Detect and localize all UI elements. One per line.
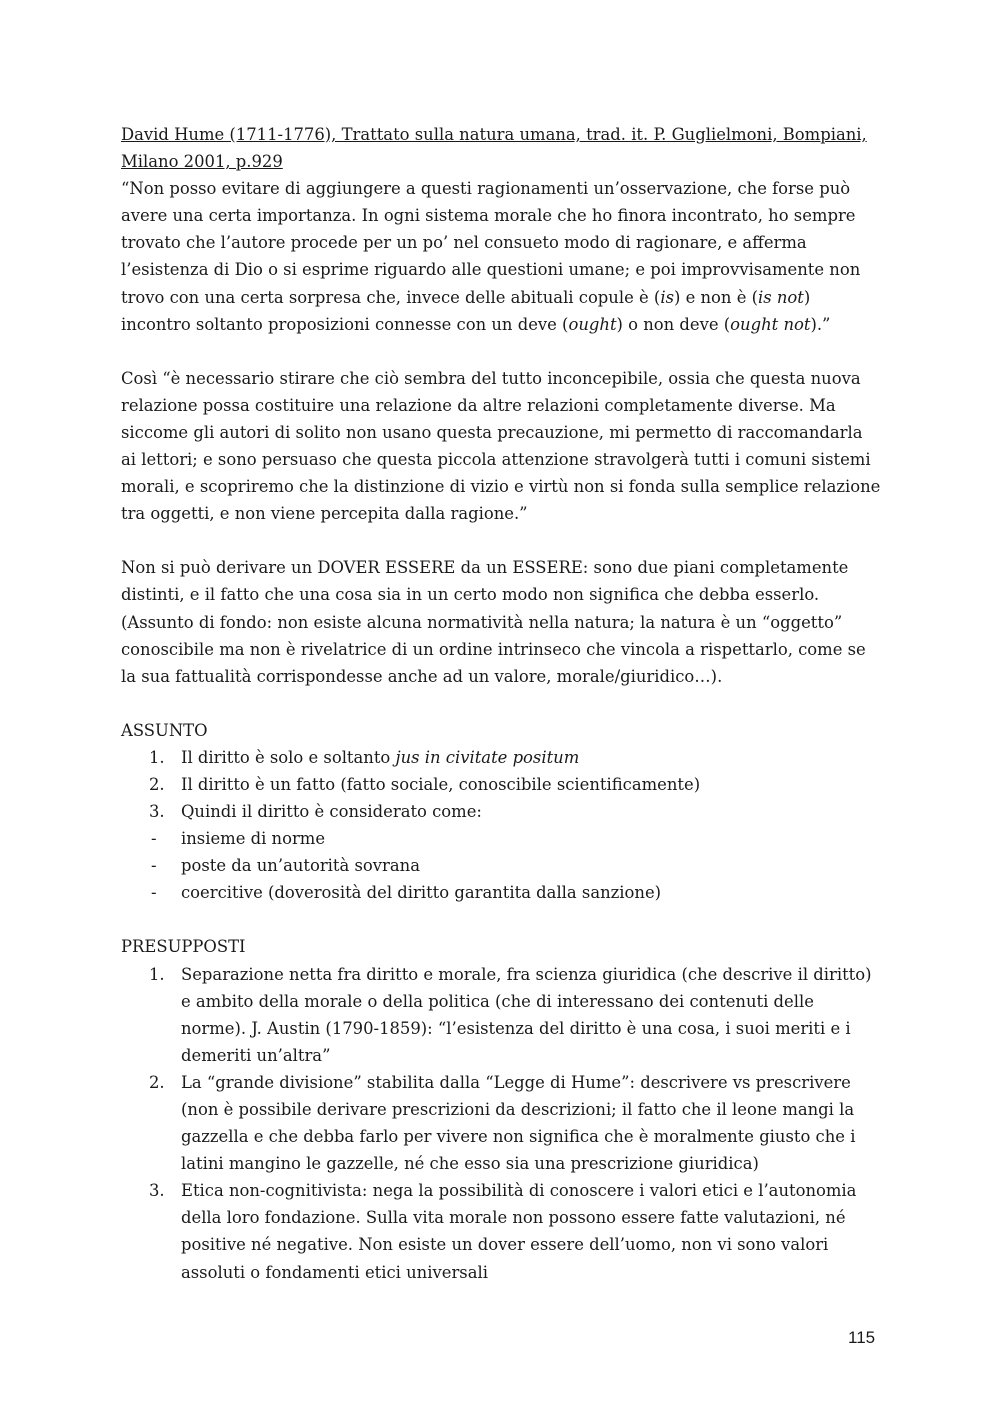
- list-item-text: Etica non-cognitivista: nega la possibilità di conoscere i valori etici e l’autonomia della loro fondazione. Sulla vita morale non possono essere fatte valutazioni, né positive né negative. Non esiste un dover essere dell’uomo, non vi sono valori assoluti o fondamenti etici universali: [181, 1181, 857, 1282]
- list-marker: 3.: [149, 1181, 165, 1201]
- heading-presupposti: PRESUPPOSTI: [121, 937, 246, 957]
- list-marker: 2.: [149, 774, 165, 794]
- quote-term-is: is: [660, 287, 674, 307]
- quote-text: ) incontro soltanto proposizioni connesse con un deve (: [121, 287, 811, 334]
- list-marker: 1.: [149, 747, 165, 767]
- list-item: [121, 1177, 881, 1285]
- list-item: [121, 961, 881, 1069]
- paragraph-hume-continued: Così “è necessario stirare che ciò sembra del tutto inconcepibile, ossia che questa nuova relazione possa costituire una relazione da altre relazioni completamente diverse. Ma siccome gli autori di solito non usano questa precauzione, mi permetto di raccomandarla ai lettori; e sono persuaso che questa piccola attenzione stravolgerà tutti i comuni sistemi morali, e scopriremo che la distinzione di vizio e virtù non si fonda sulla semplice relazione tra oggetti, e non viene percepita dalla ragione.”: [121, 368, 881, 524]
- paragraph-gap: [121, 527, 881, 554]
- list-item: [121, 744, 881, 771]
- paragraph-gap: [121, 690, 881, 717]
- list-item: [121, 852, 881, 879]
- citation-reference: David Hume (1711-1776), Trattato sulla natura umana, trad. it. P. Guglielmoni, Bompiani, Milano 2001, p.929: [121, 125, 867, 172]
- quote-text: ) e non è (: [673, 287, 758, 307]
- list-item-text: insieme di norme: [181, 829, 326, 849]
- presupposti-numbered-list: [121, 961, 881, 1286]
- hume-quote: [121, 175, 881, 338]
- list-item-text: Quindi il diritto è considerato come:: [181, 802, 482, 822]
- list-marker: 2.: [149, 1072, 165, 1092]
- list-marker: 3.: [149, 802, 165, 822]
- quote-text: ) o non deve (: [616, 314, 731, 334]
- page-number: 115: [848, 1328, 876, 1347]
- quote-term-ought: ought: [568, 314, 617, 334]
- list-item-text: poste da un’autorità sovrana: [181, 856, 420, 876]
- list-marker: 1.: [149, 964, 165, 984]
- list-item-text: Il diritto è un fatto (fatto sociale, conoscibile scientificamente): [181, 774, 701, 794]
- list-marker: -: [151, 856, 157, 876]
- paragraph-dover-essere: Non si può derivare un DOVER ESSERE da un ESSERE: sono due piani completamente distinti, e il fatto che una cosa sia in un certo modo non significa che debba esserlo. (Assunto di fondo: non esiste alcuna normatività nella natura; la natura è un “oggetto” conoscibile ma non è rivelatrice di un ordine intrinseco che vincola a rispettarlo, come se la sua fattualità corrispondesse anche ad un valore, morale/giuridico…).: [121, 558, 866, 686]
- paragraph-gap: [121, 906, 881, 933]
- list-item: [121, 771, 881, 798]
- list-marker: -: [151, 829, 157, 849]
- quote-term-ought-not: ought not: [730, 314, 811, 334]
- list-item: [121, 879, 881, 906]
- list-marker: -: [151, 883, 157, 903]
- quote-text: ).”: [810, 314, 831, 334]
- heading-assunto: ASSUNTO: [121, 720, 208, 740]
- assunto-numbered-list: [121, 744, 881, 825]
- list-item-text: coercitive (doverosità del diritto garantita dalla sanzione): [181, 883, 662, 903]
- quote-text: “Non posso evitare di aggiungere a questi ragionamenti un’osservazione, che forse può avere una certa importanza. In ogni sistema morale che ho finora incontrato, ho sempre trovato che l’autore procede per un po’ nel consueto modo di ragionare, e afferma l’esistenza di Dio o si esprime riguardo alle questioni umane; e poi improvvisamente non trovo con una certa sorpresa che, invece delle abituali copule è (: [121, 179, 861, 307]
- list-item-text: Separazione netta fra diritto e morale, fra scienza giuridica (che descrive il diritto) e ambito della morale o della politica (che di interessano dei contenuti delle norme). J. Austin (1790-1859): “l’esistenza del diritto è una cosa, i suoi meriti e i demeriti un’altra”: [181, 964, 872, 1065]
- assunto-dash-list: [121, 825, 881, 906]
- list-item: [121, 825, 881, 852]
- list-item: [121, 1069, 881, 1177]
- quote-term-is-not: is not: [758, 287, 804, 307]
- page-content: [121, 121, 881, 1286]
- list-item-text: La “grande divisione” stabilita dalla “Legge di Hume”: descrivere vs prescrivere (non è possibile derivare prescrizioni da descrizioni; il fatto che il leone mangi la gazzella e che debba farlo per vivere non significa che è moralmente giusto che i latini mangino le gazzelle, né che esso sia una prescrizione giuridica): [181, 1072, 856, 1174]
- list-item-italic: jus in civitate positum: [395, 747, 580, 767]
- list-item: [121, 798, 881, 825]
- list-item-text: Il diritto è solo e soltanto: [181, 747, 396, 767]
- paragraph-gap: [121, 338, 881, 365]
